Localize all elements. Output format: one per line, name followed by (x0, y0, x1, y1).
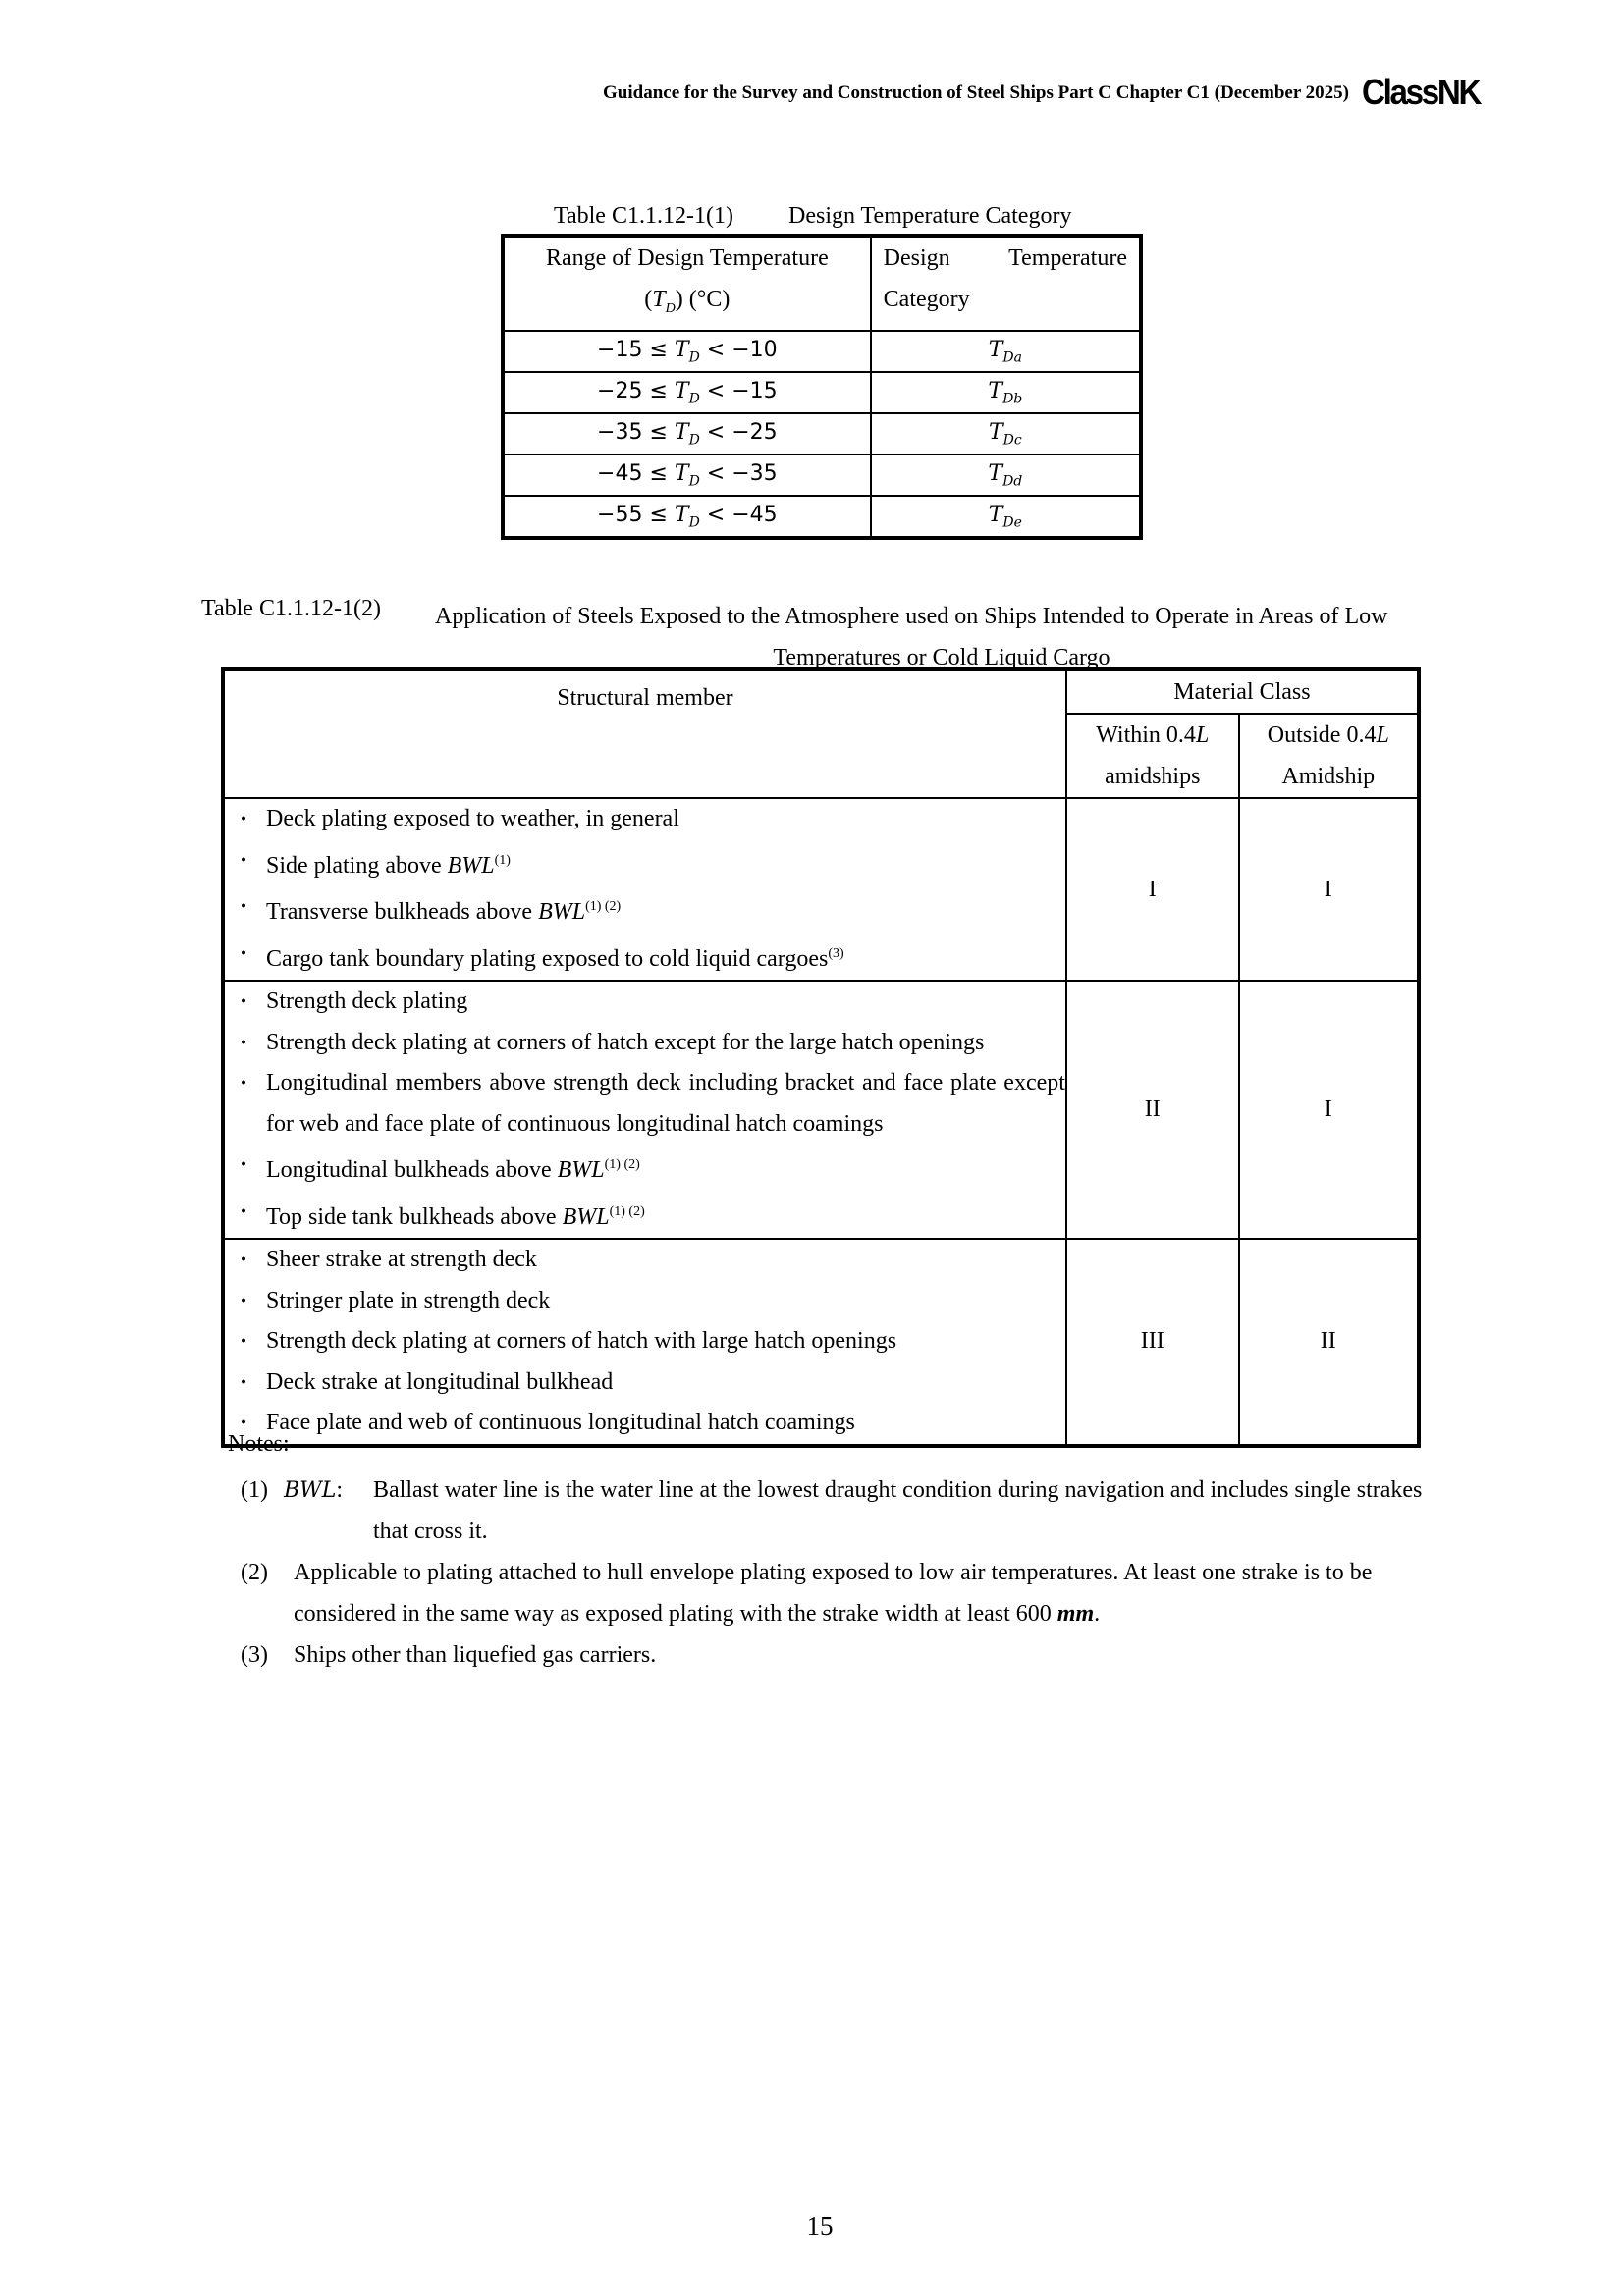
header-material-class: Material Class (1066, 669, 1419, 714)
temperature-range-cell: $-35 \le T_D < -25$ (503, 413, 871, 454)
table-row (223, 981, 1419, 1239)
table2-caption-number: Table C1.1.12-1(2) (201, 596, 381, 621)
table1-header-row (503, 236, 1141, 331)
table-row (503, 372, 1141, 413)
design-temperature-table (501, 234, 1143, 540)
list-item: ・ Sheer strake at strength deck (246, 1240, 1065, 1281)
table2-header-row (223, 669, 1419, 714)
list-item: ・ Strength deck plating (246, 982, 1065, 1023)
list-item: ・ Strength deck plating at corners of hatch with large hatch openings (246, 1321, 1065, 1362)
list-item: ・ Side plating above BWL$^{(1)}$ (246, 840, 1065, 887)
list-item: ・ Stringer plate in strength deck (246, 1281, 1065, 1322)
list-item: ・ Strength deck plating at corners of hatch except for the large hatch openings (246, 1023, 1065, 1064)
structural-members-cell (223, 1239, 1066, 1446)
material-class-outside: I (1239, 798, 1419, 981)
list-item: ・ Deck strake at longitudinal bulkhead (246, 1362, 1065, 1404)
table1-caption-number: Table C1.1.12-1(1) (554, 203, 733, 229)
header-structural-member: Structural member (223, 669, 1066, 798)
material-class-within: I (1066, 798, 1239, 981)
material-class-within: II (1066, 981, 1239, 1239)
temperature-category-cell: $T_{De}$ (871, 496, 1141, 538)
classnk-logo: ClassNK (1362, 72, 1481, 112)
running-header: Guidance for the Survey and Construction of Steel Ships Part C Chapter C1 (December 2025) (603, 82, 1349, 103)
material-class-outside: II (1239, 1239, 1419, 1446)
list-item: ・ Deck plating exposed to weather, in general (246, 799, 1065, 840)
table-row (223, 1239, 1419, 1446)
material-class-outside: I (1239, 981, 1419, 1239)
table1-header-range: Range of Design Temperature $(T_D)$ (°C) (503, 236, 871, 331)
header-outside-amidship: Outside 0.4L Amidship (1239, 714, 1419, 798)
list-item: ・ Top side tank bulkheads above $BWL^{(1) (2)}$ (246, 1192, 1065, 1239)
temperature-range-cell: $-15 \le T_D < -10$ (503, 331, 871, 372)
header-within-amidships: Within 0.4L amidships (1066, 714, 1239, 798)
table-row (503, 413, 1141, 454)
list-item: ・ Cargo tank boundary plating exposed to cold liquid cargoes$^{(3)}$ (246, 934, 1065, 981)
temperature-range-cell: $-55 \le T_D < -45$ (503, 496, 871, 538)
table2-caption-title: Application of Steels Exposed to the Atmosphere used on Ships Intended to Operate in Areas of Low Temperatures or Cold Liquid Cargo (435, 604, 1388, 670)
material-class-within: III (1066, 1239, 1239, 1446)
list-item: ・ Longitudinal bulkheads above $BWL^{(1) (2)}$ (246, 1145, 1065, 1192)
temperature-category-cell: $T_{Da}$ (871, 331, 1141, 372)
list-item: ・ Transverse bulkheads above $BWL^{(1) (2)}$ (246, 886, 1065, 934)
temperature-range-cell: $-45 \le T_D < -35$ (503, 454, 871, 496)
structural-members-cell (223, 981, 1066, 1239)
structural-members-cell (223, 798, 1066, 981)
page-number: 15 (806, 2212, 834, 2241)
list-item: ・ Longitudinal members above strength deck including bracket and face plate except for web and face plate of continuous longitudinal hatch coamings (246, 1063, 1065, 1145)
temperature-category-cell: $T_{Dd}$ (871, 454, 1141, 496)
temperature-range-cell: $-25 \le T_D < -15$ (503, 372, 871, 413)
list-item: ・ Face plate and web of continuous longitudinal hatch coamings (246, 1403, 1065, 1444)
table-row (503, 331, 1141, 372)
table1-header-category: Design Temperature Category (871, 236, 1141, 331)
table-row (503, 454, 1141, 496)
table1-caption-title: Design Temperature Category (788, 203, 1072, 229)
notes-label: Notes: (228, 1431, 290, 1457)
temperature-category-cell: $T_{Dc}$ (871, 413, 1141, 454)
table-row (503, 496, 1141, 538)
table-row (223, 798, 1419, 981)
steel-application-table (221, 667, 1421, 1448)
temperature-category-cell: $T_{Db}$ (871, 372, 1141, 413)
